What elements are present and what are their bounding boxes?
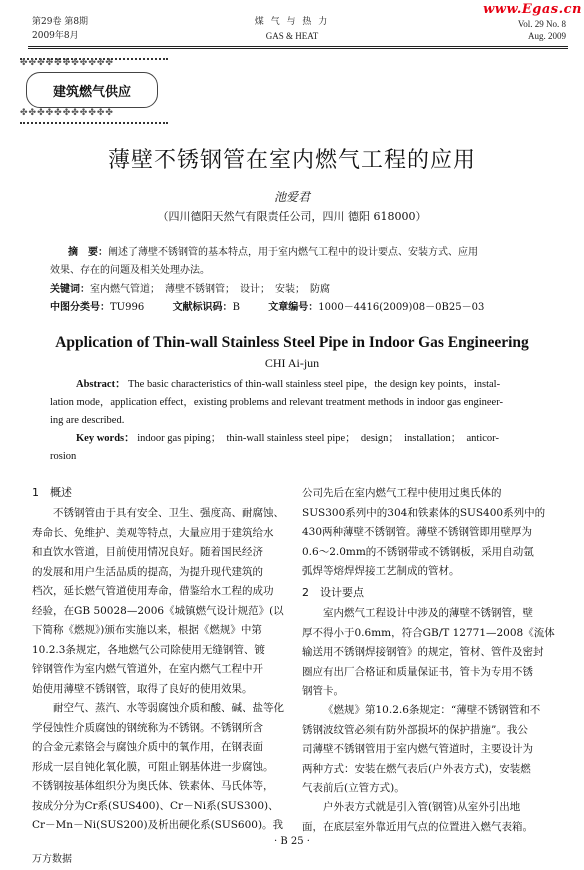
ornament-top: ✤✤✤✤✤✤✤✤✤✤✤ (20, 58, 114, 68)
right-p4-line-0: 户外表方式就是引入管(钢管)从室外引出地 (323, 801, 521, 813)
right-p1-line-0: 公司先后在室内燃气工程中使用过奥氏体的 (302, 487, 502, 499)
keywords-cn (50, 281, 540, 299)
abstract-en-label: Abstract： (76, 379, 126, 390)
left-p1-line-6: 下简称《燃规》)颁布实施以来，根据《燃规》中第 (32, 624, 262, 636)
right-paragraph-3 (302, 701, 556, 799)
abstract-en-line1: The basic characteristics of thin-wall stainless steel pipe，the design key points，instal- (128, 379, 501, 390)
right-p3-line-3: 两种方式：安装在燃气表后(户外表方式)，安装燃 (302, 762, 531, 775)
left-p2-line-2: 的合金元素铬会与腐蚀介质中的氧作用，在钢表面 (32, 741, 263, 753)
abstract-cn-label: 摘 要： (68, 247, 108, 258)
volume-issue-en: Vol. 29 No. 8 (517, 19, 566, 29)
watermark: www.Egas.cn (483, 2, 582, 17)
doc-code-label: 文献标识码： (172, 302, 233, 313)
right-p4-line-1: 面，在底层室外靠近用气点的位置进入燃气表箱。 (302, 820, 533, 833)
author-en: CHI Ai-jun (264, 356, 320, 370)
page-number: · B 25 · (274, 836, 310, 847)
section-banner-label: 建筑燃气供应 (26, 72, 158, 108)
affiliation-cn: （四川德阳天然气有限责任公司，四川 德阳 618000） (157, 210, 427, 223)
left-p2-line-1: 学侵蚀性介质腐蚀的钢统称为不锈钢。不锈钢所含 (32, 721, 263, 734)
article-title-en: Application of Thin-wall Stainless Steel Pipe in Indoor Gas Engineering (55, 334, 529, 351)
left-p1-line-8: 锌钢管作为室内燃气管道外，在室内燃气工程中开 (32, 663, 263, 675)
left-p1-line-4: 档次，延长燃气管道使用寿命，借鉴给水工程的成功 (32, 585, 274, 597)
keywords-en (76, 430, 538, 448)
left-p1-line-1: 寿命长、免维护、美观等特点，大量应用于建筑给水 (32, 526, 274, 539)
abstract-cn-line1: 阐述了薄壁不锈钢管的基本特点，用于室内燃气工程中的设计要点、安装方式、应用 (108, 247, 478, 258)
right-p2-line-4: 钢管卡。 (302, 685, 344, 697)
left-p1-line-9: 始使用薄壁不锈钢管，取得了良好的使用效果。 (32, 682, 253, 695)
article-number-label: 文章编号： (268, 302, 319, 313)
right-p1-line-3: 0.6～2.0mm的不锈钢带或不锈钢板，采用自动氩 (302, 545, 534, 558)
journal-title-en: GAS & HEAT (265, 31, 319, 41)
section-2-heading: 2 设计要点 (302, 586, 364, 599)
abstract-cn-continued: 效果、存在的问题及相关处理办法。 (50, 265, 210, 276)
ornament-bottom: ✤✤✤✤✤✤✤✤✤✤✤ (20, 108, 114, 118)
left-p2-line-4: 不锈钢按基体组织分为奥氏体、铁素体、马氏体等， (32, 780, 274, 792)
keywords-en-label: Key words： (76, 433, 135, 444)
right-p1-line-2: 430两种薄壁不锈钢管。薄壁不锈钢管即用壁厚为 (302, 526, 533, 538)
left-p1-line-0: 不锈钢管由于具有安全、卫生、强度高、耐腐蚀、 (53, 507, 284, 519)
left-p2-line-6: Cr－Mn－Ni(SUS200)及析出硬化系(SUS600)。我 (32, 819, 284, 831)
left-p1-line-7: 10.2.3条规定，各地燃气公司除使用无缝钢管、镀 (32, 643, 265, 656)
keywords-en-line2: rosion (50, 451, 77, 462)
keywords-en-line1: indoor gas piping； thin-wall stainless steel pipe； design； installation； anticor- (137, 433, 499, 444)
left-p2-line-0: 耐空气、蒸汽、水等弱腐蚀介质和酸、碱、盐等化 (53, 702, 284, 714)
header-rule (28, 46, 568, 47)
right-p1-line-1: SUS300系列中的304和铁素体的SUS400系列中的 (302, 506, 546, 519)
left-p1-line-3: 的发展和用户生活品质的提高，为提升现代建筑的 (32, 565, 263, 578)
left-p2-line-3: 形成一层自钝化氧化膜，可阻止钢基体进一步腐蚀。 (32, 760, 274, 773)
left-paragraph-1 (32, 504, 286, 699)
right-paragraph-4 (302, 798, 556, 837)
author-cn: 池爱君 (273, 190, 310, 204)
abstract-en-line3: ing are described. (50, 415, 125, 426)
right-p2-line-3: 圈应有出厂合格证和质量保证书，管卡为专用不锈 (302, 665, 533, 678)
clc-value: TU996 (110, 302, 145, 313)
header-rule-2 (28, 48, 568, 49)
abstract-en-line2: lation mode，application effect，existing problems and relevant treatment methods in indoor gas engineer- (50, 397, 504, 408)
date-cn: 2009年8月 (32, 31, 79, 41)
left-p1-line-2: 和直饮水管道，目前使用情况良好。随着国民经济 (32, 546, 263, 558)
abstract-cn (68, 244, 538, 262)
right-p2-line-2: 输送用不锈钢焊接钢管》的规定，管材、管件及密封 (302, 646, 544, 658)
date-en: Aug. 2009 (528, 31, 566, 41)
section-1-heading: 1 概述 (32, 486, 72, 499)
right-p2-line-0: 室内燃气工程设计中涉及的薄壁不锈钢管，壁 (323, 607, 533, 619)
journal-title-cn: 煤 气 与 热 力 (254, 17, 330, 27)
clc-label: 中图分类号： (50, 302, 110, 313)
left-p1-line-5: 经验，在GB 50028—2006《城镇燃气设计规范》(以 (32, 604, 284, 617)
keywords-cn-text: 室内燃气管道； 薄壁不锈钢管； 设计； 安装； 防腐 (90, 284, 330, 295)
right-p3-line-1: 锈钢波纹管必须有防外部损坏的保护措施”。我公 (302, 723, 528, 736)
right-p3-line-0: 《燃规》第10.2.6条规定：“薄壁不锈钢管和不 (323, 704, 541, 716)
doc-code-value: B (232, 302, 240, 313)
keywords-cn-label: 关键词： (50, 284, 90, 295)
volume-issue-cn: 第29卷 第8期 (32, 17, 89, 27)
left-p2-line-5: 按成分分为Cr系(SUS400)、Cr－Ni系(SUS300)、 (32, 799, 279, 812)
right-p1-line-4: 弧焊等熔焊焊接工艺制成的管材。 (302, 565, 460, 577)
classification-line (50, 299, 550, 317)
right-p3-line-2: 司薄壁不锈钢管用于室内燃气管道时，主要设计为 (302, 743, 533, 755)
right-paragraph-1 (302, 484, 556, 582)
right-paragraph-2 (302, 604, 556, 702)
abstract-en (76, 376, 538, 394)
right-p3-line-4: 气表前后(立管方式)。 (302, 782, 405, 794)
article-title-cn: 薄壁不锈钢管在室内燃气工程的应用 (107, 148, 476, 173)
left-paragraph-2 (32, 699, 286, 836)
article-number-value: 1000－4416(2009)08－0B25－03 (318, 302, 485, 313)
section-banner (20, 58, 168, 124)
footer-source: 万方数据 (32, 854, 72, 865)
right-p2-line-1: 厚不得小于0.6mm，符合GB/T 12771—2008《流体 (302, 626, 555, 639)
